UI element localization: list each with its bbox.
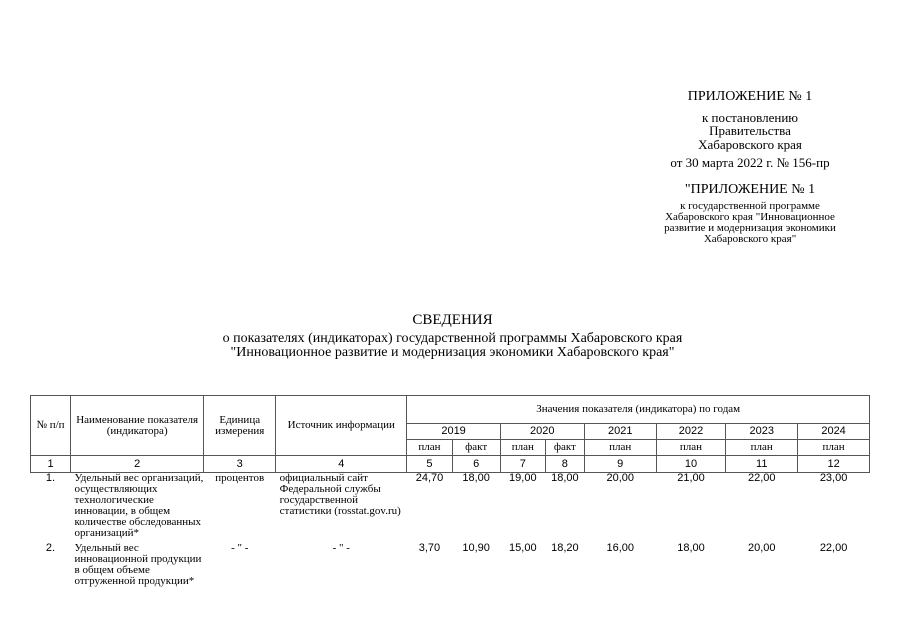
sub-header: план xyxy=(656,440,726,456)
row-number: 2. xyxy=(45,541,56,554)
sub-header: план xyxy=(407,440,452,456)
row-value: 23,00 xyxy=(819,472,848,484)
resolution-date: от 30 марта 2022 г. № 156-пр xyxy=(670,154,830,170)
column-number: 7 xyxy=(500,456,545,473)
row-value: 20,00 xyxy=(606,472,634,484)
row-value: 18,00 xyxy=(677,541,705,554)
program-appendix-label: "ПРИЛОЖЕНИЕ № 1 xyxy=(684,182,816,197)
col-header-no: № п/п xyxy=(31,396,71,456)
column-number: 6 xyxy=(452,456,500,473)
indicators-table xyxy=(30,395,870,605)
row-value: 18,20 xyxy=(551,541,579,554)
row-source: официальный сайт Федеральной службы государственной статистики (rosstat.gov.ru) xyxy=(279,472,401,517)
subtitle-line: о показателях (индикаторах) государственной программы Хабаровского края xyxy=(222,331,683,346)
table-row xyxy=(31,543,870,605)
row-indicator-name: Удельный вес организаций, осуществляющих технологические инновации, в общем количестве обследованных организаций* xyxy=(74,472,204,539)
col-header-name: Наименование показателя (индикатора) xyxy=(71,396,204,456)
row-value: 3,70 xyxy=(418,541,441,554)
program-line: Хабаровского края" xyxy=(703,232,797,245)
col-header-values: Значения показателя (индикатора) по годам xyxy=(407,396,870,424)
row-value: 18,00 xyxy=(462,472,490,484)
year-header: 2020 xyxy=(500,424,584,440)
column-number: 9 xyxy=(584,456,656,473)
program-line: Хабаровского края "Инновационное xyxy=(665,210,835,223)
appendix-label: ПРИЛОЖЕНИЕ № 1 xyxy=(687,89,813,104)
document-title: СВЕДЕНИЯ xyxy=(412,312,493,328)
resolution-line: к постановлению xyxy=(701,109,799,125)
row-number: 1. xyxy=(45,472,56,484)
column-number: 3 xyxy=(204,456,276,473)
year-header: 2019 xyxy=(407,424,500,440)
sub-header: план xyxy=(584,440,656,456)
table-row xyxy=(31,473,870,543)
program-line: развитие и модернизация экономики xyxy=(664,221,836,234)
row-unit: процентов xyxy=(215,472,265,484)
sub-header: факт xyxy=(545,440,584,456)
row-value: 21,00 xyxy=(677,472,705,484)
column-number: 1 xyxy=(31,456,71,473)
col-header-source: Источник информации xyxy=(276,396,407,456)
sub-header: факт xyxy=(452,440,500,456)
column-number: 11 xyxy=(726,456,798,473)
row-unit: - " - xyxy=(231,541,249,554)
column-number: 2 xyxy=(71,456,204,473)
year-header: 2021 xyxy=(584,424,656,440)
row-value: 20,00 xyxy=(747,541,776,554)
row-value: 19,00 xyxy=(509,472,537,484)
program-line: к государственной программе xyxy=(680,199,820,212)
col-header-unit: Единица измерения xyxy=(204,396,276,456)
column-number: 4 xyxy=(276,456,407,473)
year-header: 2022 xyxy=(656,424,726,440)
column-number: 12 xyxy=(798,456,870,473)
year-header: 2024 xyxy=(798,424,870,440)
sub-header: план xyxy=(500,440,545,456)
sub-header: план xyxy=(798,440,870,456)
column-number: 10 xyxy=(656,456,726,473)
row-value: 10,90 xyxy=(462,541,490,554)
row-source: - " - xyxy=(332,541,350,554)
row-value: 22,00 xyxy=(819,541,848,554)
year-header: 2023 xyxy=(726,424,798,440)
resolution-line: Хабаровского края xyxy=(698,136,802,152)
document-subtitle xyxy=(60,332,845,360)
column-number: 5 xyxy=(407,456,452,473)
header-resolution-block xyxy=(620,90,880,169)
subtitle-line: "Инновационное развитие и модернизация экономики Хабаровского края" xyxy=(230,345,675,360)
resolution-line: Правительства xyxy=(709,123,791,139)
row-value: 24,70 xyxy=(415,472,444,484)
row-value: 16,00 xyxy=(606,541,634,554)
row-indicator-name: Удельный вес инновационной продукции в общем объеме отгруженной продукции* xyxy=(74,541,202,587)
header-program-block xyxy=(620,183,880,245)
row-value: 22,00 xyxy=(747,472,776,484)
row-value: 15,00 xyxy=(509,541,537,554)
row-value: 18,00 xyxy=(551,472,579,484)
sub-header: план xyxy=(726,440,798,456)
column-number: 8 xyxy=(545,456,584,473)
